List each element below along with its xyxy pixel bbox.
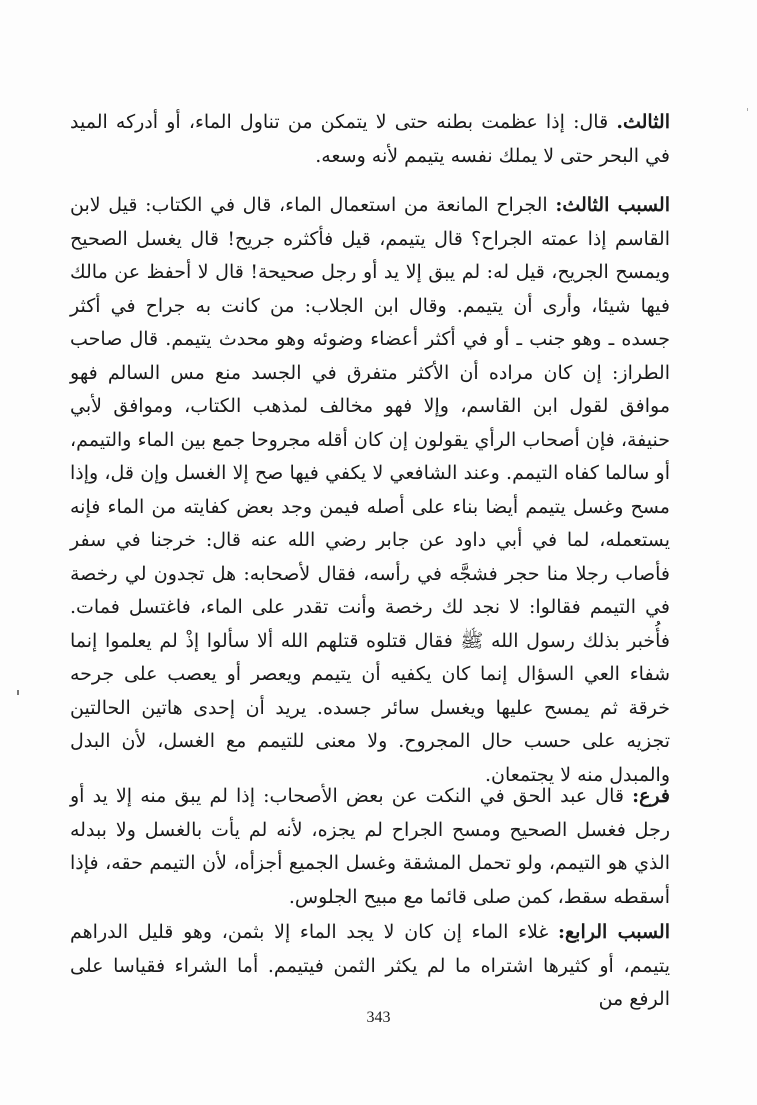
paragraph-body: الجراح المانعة من استعمال الماء، قال في الكتاب: قيل لابن القاسم إذا عمته الجراح؟ قال يتيمم، قيل فأكثره جريح! قال يغسل الصحيح ويمسح الجريح، قيل له: لم يبق إلا يد أو رجل صحيحة! قال لا أحفظ عن مالك فيها شيئا، وأرى أن يتيمم. وقال ابن الجلاب: من كانت به جراح في أكثر جسده ـ وهو جنب ـ أو في أكثر أعضاء وضوئه وهو محدث يتيمم. قال صاحب الطراز: إن كان مراده أن الأكثر متفرق في الجسد منع مس السالم فهو موافق لقول ابن القاسم، وإلا فهو مخالف لمذهب الكتاب، وموافق لأبي حنيفة، فإن أصحاب الرأي يقولون إن كان أقله مجروحا جمع بين الماء والتيمم، أو سالما كفاه التيمم. وعند الشافعي لا يكفي فيها صح إلا الغسل وإن قل، وإذا مسح وغسل يتيمم أيضا بناء على أصله فيمن وجد بعض كفايته من الماء فإنه يستعمله، لما في أبي داود عن جابر رضي الله عنه قال: خرجنا في سفر فأصاب رجلا منا حجر فشجَّه في رأسه، فقال لأصحابه: هل تجدون لي رخصة في التيمم فقالوا: لا نجد لك رخصة وأنت تقدر على الماء، فاغتسل فمات. فأُخبر بذلك رسول الله ﷺ فقال قتلوه قتلهم الله ألا سألوا إذْ لم يعلموا إنما شفاء العي السؤال إنما كان يكفيه أن يتيمم ويعصر أو يعصب على جرحه خرقة ثم يمسح عليها ويغسل سائر جسده. يريد أن إحدى هاتين الحالتين تجزيه على حسب حال المجروح. ولا معنى للتيمم مع الغسل، لأن البدل والمبدل منه لا يجتمعان. (70, 194, 670, 786)
scan-mark (747, 108, 748, 111)
paragraph-branch (70, 780, 670, 914)
paragraph-third-cause (70, 189, 670, 792)
paragraph-body: قال عبد الحق في النكت عن بعض الأصحاب: إذا لم يبق منه إلا يد أو رجل فغسل الصحيح ومسح الجراح لم يجزه، لأنه لم يأت بالغسل ولا ببدله الذي هو التيمم، ولو تحمل المشقة وغسل الجميع أجزأه، لأن التيمم حقه، فإذا أسقطه سقط، كمن صلى قائما مع مبيح الجلوس. (70, 785, 670, 908)
paragraph-lead: السبب الرابع: (558, 921, 670, 943)
paragraph-text (70, 189, 670, 792)
paragraph-text (70, 916, 670, 1017)
paragraph-third-case (70, 106, 670, 173)
paragraph-body: قال: إذا عظمت بطنه حتى لا يتمكن من تناول الماء، أو أدركه الميد في البحر حتى لا يملك نفسه يتيمم لأنه وسعه. (70, 111, 670, 167)
scan-mark (17, 690, 19, 695)
paragraph-body: غلاء الماء إن كان لا يجد الماء إلا بثمن، وهو قليل الدراهم يتيمم، أو كثيرها اشتراه ما لم يكثر الثمن فيتيمم. أما الشراء فقياسا على الرفع من (70, 921, 670, 1010)
paragraph-lead: الثالث. (616, 111, 670, 133)
paragraph-lead: السبب الثالث: (555, 194, 670, 216)
paragraph-lead: فرع: (632, 785, 670, 807)
page-number: 343 (366, 1009, 391, 1026)
paragraph-text (70, 780, 670, 914)
paragraph-text (70, 106, 670, 173)
paragraph-fourth-cause (70, 916, 670, 1017)
